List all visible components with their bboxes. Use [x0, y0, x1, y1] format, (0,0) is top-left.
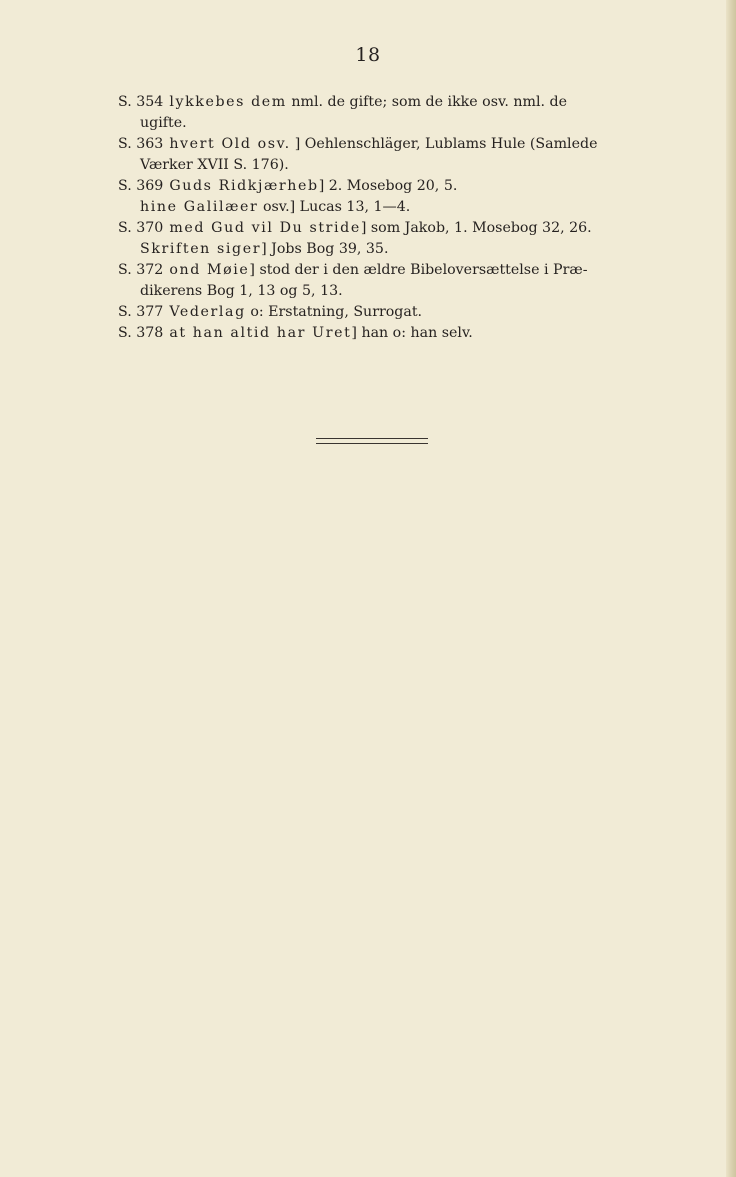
note-s377 — [118, 302, 678, 323]
page-edge-shadow — [726, 0, 736, 1177]
note-line: S. 363 hvert Old osv. ] Oehlenschläger, Lublams Hule (Samlede — [118, 136, 598, 152]
note-line-continuation — [118, 155, 678, 176]
page-reference: S. 369 — [118, 178, 164, 194]
page-reference: S. 372 — [118, 262, 164, 278]
note-s378 — [118, 323, 678, 344]
lemma: Vederlag — [169, 304, 246, 320]
lemma: hvert Old osv. — [169, 136, 291, 152]
note-line — [118, 92, 678, 113]
note-line — [118, 302, 678, 323]
note-text: han o: han selv. — [361, 325, 473, 341]
note-s369 — [118, 176, 678, 218]
note-text: 2. Mosebog 20, 5. — [328, 178, 458, 194]
page-reference: S. 354 — [118, 94, 164, 110]
lemma: at han altid har Uret — [169, 325, 352, 341]
note-line: S. 370 med Gud vil Du stride] som Jakob, 1. Mosebog 32, 26. — [118, 220, 592, 236]
note-text: som Jakob, 1. Mosebog 32, 26. — [370, 220, 592, 236]
note-s370 — [118, 218, 678, 260]
note-line: S. 378 at han altid har Uret] han o: han selv. — [118, 325, 473, 341]
note-text: dikerens Bog 1, 13 og 5, 13. — [140, 283, 343, 299]
lemma: hine Galilæer — [140, 199, 259, 215]
note-line-continuation — [118, 281, 678, 302]
note-line-continuation — [118, 197, 678, 218]
note-s372 — [118, 260, 678, 302]
notes-list — [118, 92, 678, 344]
note-s354 — [118, 92, 678, 134]
note-text: ugifte. — [140, 115, 187, 131]
closing-double-rule — [316, 438, 428, 444]
note-text: Oehlenschläger, Lublams Hule (Samlede — [304, 136, 598, 152]
note-text: Jobs Bog 39, 35. — [271, 241, 389, 257]
note-text: nml. de gifte; som de ikke osv. nml. de — [291, 94, 567, 110]
note-line: S. 369 Guds Ridkjærheb] 2. Mosebog 20, 5. — [118, 178, 458, 194]
note-text: osv.] Lucas 13, 1—4. — [262, 199, 411, 215]
page-reference: S. 378 — [118, 325, 164, 341]
lemma: Skriften siger — [140, 241, 262, 257]
note-line-continuation: Skriften siger] Jobs Bog 39, 35. — [140, 241, 389, 257]
note-line: S. 372 ond Møie] stod der i den ældre Bibeloversættelse i Præ- — [118, 262, 588, 278]
page-reference: S. 363 — [118, 136, 164, 152]
lemma: lykkebes dem — [169, 94, 287, 110]
lemma: med Gud vil Du stride — [169, 220, 361, 236]
page-reference: S. 370 — [118, 220, 164, 236]
note-text: Værker XVII S. 176). — [140, 157, 289, 173]
lemma: Guds Ridkjærheb — [169, 178, 319, 194]
page-reference: S. 377 — [118, 304, 164, 320]
note-text: stod der i den ældre Bibeloversættelse i Præ- — [259, 262, 588, 278]
note-line-continuation — [118, 113, 678, 134]
note-s363 — [118, 134, 678, 176]
lemma: ond Møie — [169, 262, 250, 278]
note-text: o: Erstatning, Surrogat. — [250, 304, 423, 320]
page-number: 18 — [355, 44, 381, 66]
